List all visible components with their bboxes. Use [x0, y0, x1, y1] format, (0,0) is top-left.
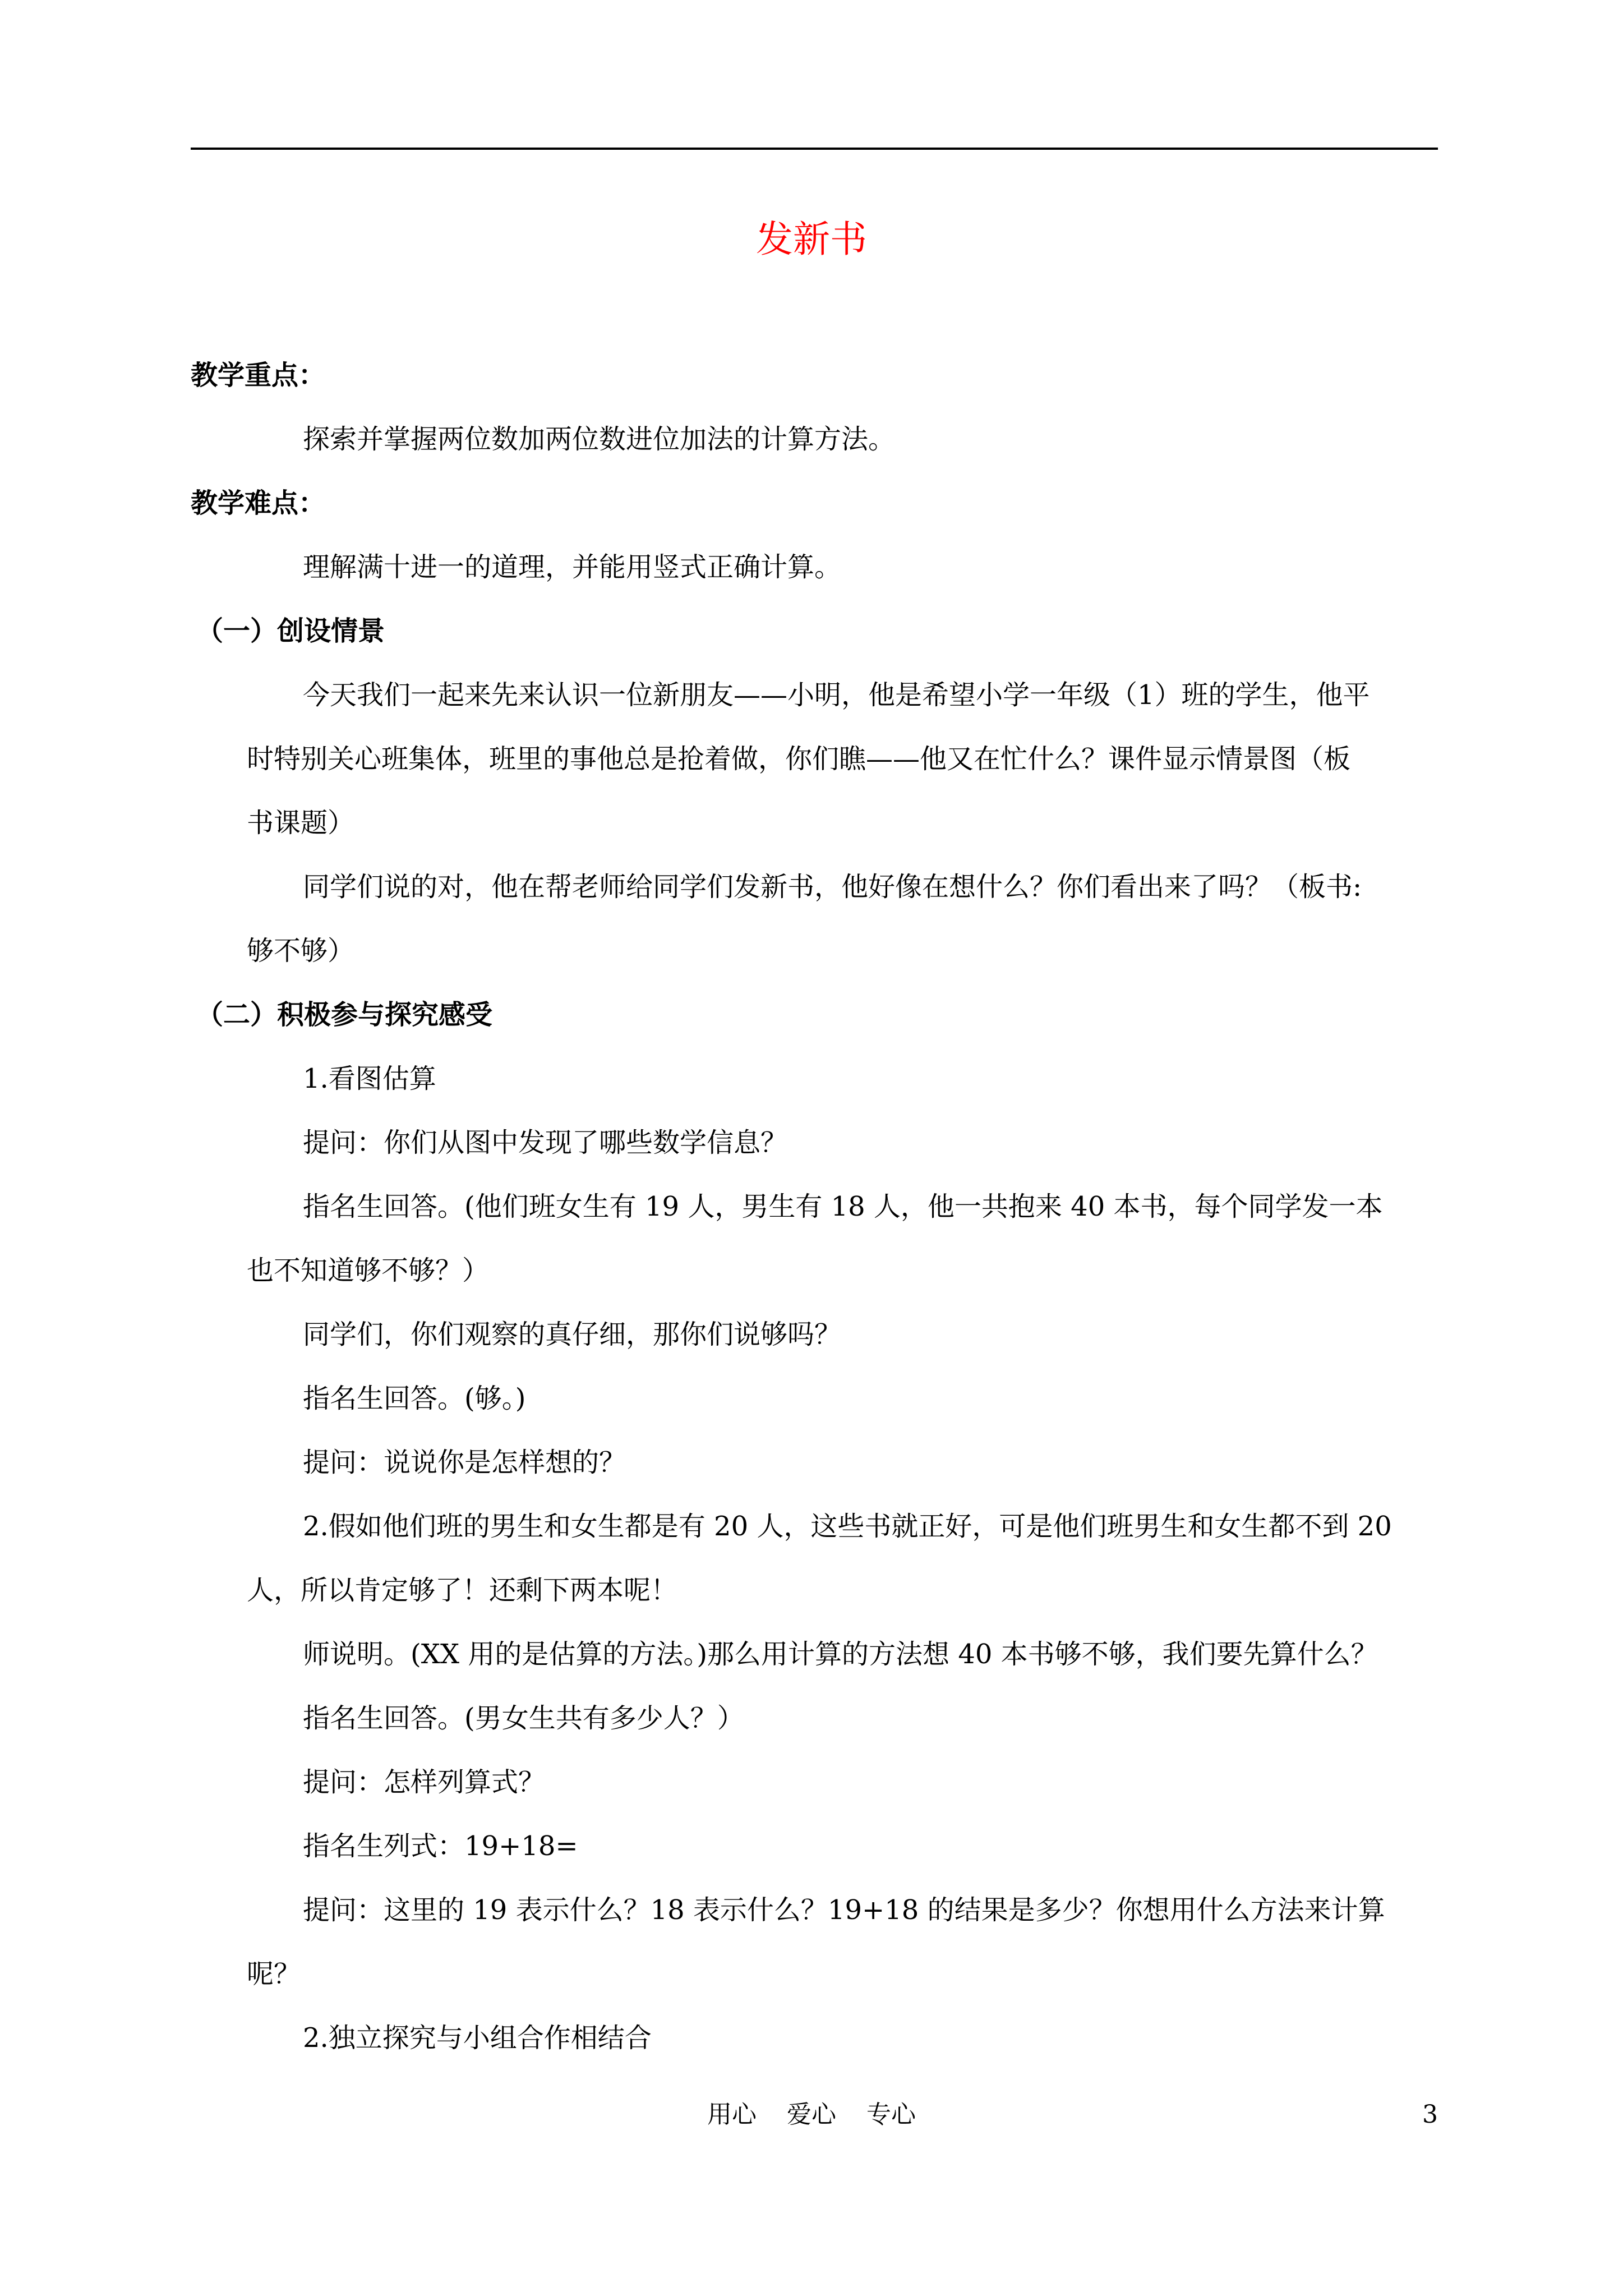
section-heading: （二）积极参与探究感受: [196, 999, 493, 1030]
paragraph-line: 提问：怎样列算式？: [303, 1766, 546, 1798]
paragraph-line: 探索并掌握两位数加两位数进位加法的计算方法。: [303, 424, 896, 455]
paragraph-line: 书课题）: [247, 807, 355, 839]
paragraph-line: 提问：这里的 19 表示什么？18 表示什么？19+18 的结果是多少？你想用什么方法来计算: [303, 1894, 1385, 1926]
paragraph-line: 指名生回答。(够。): [303, 1383, 526, 1414]
paragraph-line: 提问：你们从图中发现了哪些数学信息？: [303, 1127, 788, 1158]
paragraph-line: 师说明。(XX 用的是估算的方法。)那么用计算的方法想 40 本书够不够，我们要先算什么？: [303, 1639, 1378, 1670]
paragraph-line: 今天我们一起来先来认识一位新朋友——小明，他是希望小学一年级（1）班的学生，他平: [303, 679, 1370, 711]
page-number: 3: [1422, 2100, 1438, 2129]
paragraph-line: 理解满十进一的道理，并能用竖式正确计算。: [303, 551, 842, 583]
paragraph-line: 提问：说说你是怎样想的？: [303, 1447, 626, 1478]
paragraph-line: 时特别关心班集体，班里的事他总是抢着做，你们瞧——他又在忙什么？课件显示情景图（板: [247, 743, 1351, 775]
paragraph-line: 指名生回答。(他们班女生有 19 人，男生有 18 人，他一共抱来 40 本书，每个同学发一本: [303, 1191, 1383, 1222]
paragraph-line: 2.独立探究与小组合作相结合: [303, 2022, 652, 2054]
paragraph-line: 同学们说的对，他在帮老师给同学们发新书，他好像在想什么？你们看出来了吗？（板书:: [303, 871, 1362, 903]
paragraph-line: 呢？: [247, 1958, 301, 1990]
paragraph-line: 2.假如他们班的男生和女生都是有 20 人，这些书就正好，可是他们班男生和女生都不到 20: [303, 1511, 1392, 1542]
paragraph-line: 指名生回答。(男女生共有多少人？）: [303, 1703, 744, 1734]
paragraph-line: 同学们，你们观察的真仔细，那你们说够吗？: [303, 1319, 842, 1350]
section-heading: 教学重点：: [191, 360, 326, 391]
paragraph-line: 人，所以肯定够了！还剩下两本呢！: [247, 1575, 678, 1606]
section-heading: （一）创设情景: [196, 615, 385, 647]
paragraph-line: 够不够）: [247, 935, 355, 967]
page-footer: [0, 2092, 1623, 2137]
header-rule: [191, 148, 1438, 150]
document-body: [191, 343, 1438, 2070]
footer-motto: 用心 爱心 专心: [707, 2100, 916, 2129]
paragraph-line: 指名生列式：19+18=: [303, 1830, 578, 1862]
paragraph-line: 1.看图估算: [303, 1063, 436, 1094]
section-heading: 教学难点：: [191, 487, 326, 519]
document-title: 发新书: [756, 218, 867, 261]
paragraph-line: 也不知道够不够？）: [247, 1255, 490, 1286]
